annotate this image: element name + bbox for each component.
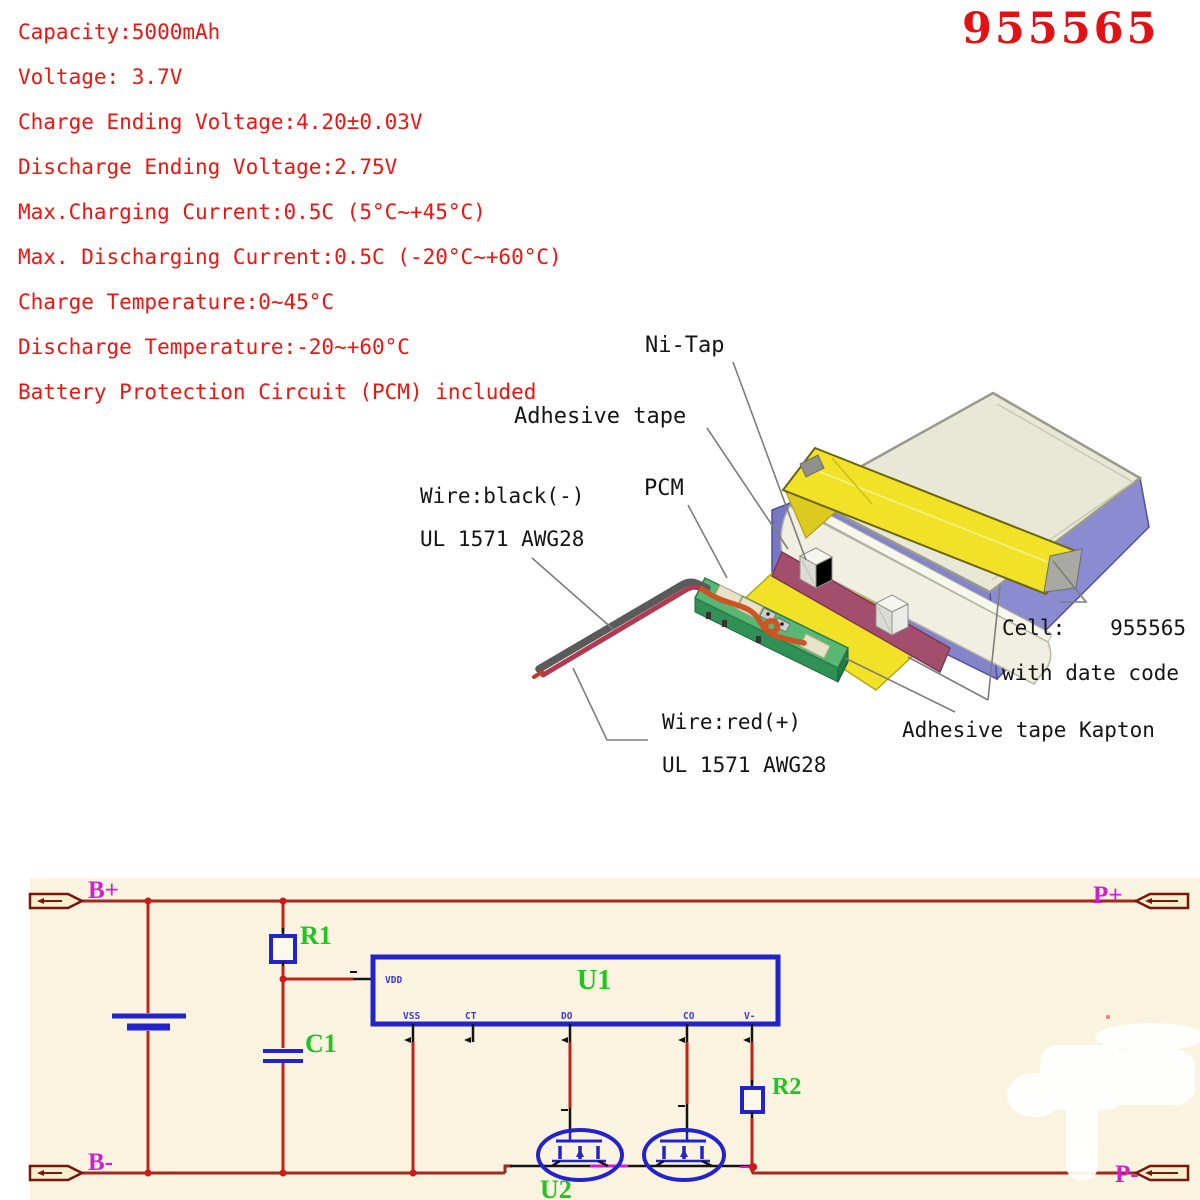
model-number: 955565	[962, 4, 1160, 54]
label-wire-red: Wire:red(+)	[662, 710, 802, 734]
label-p-plus: P+	[1093, 882, 1123, 909]
terminal-b-plus	[30, 894, 82, 908]
ic-u1	[373, 957, 778, 1024]
schematic-background	[30, 878, 1200, 1200]
terminal-p-plus	[1136, 894, 1188, 908]
label-u1: U1	[577, 965, 612, 996]
label-cell-key: Cell:	[1002, 616, 1066, 640]
spec-discharge-temp: Discharge Temperature:-20~+60°C	[18, 335, 410, 359]
label-r2: R2	[772, 1074, 802, 1100]
label-adhesive-tape: Adhesive tape	[514, 404, 687, 429]
label-kapton: Adhesive tape Kapton	[902, 718, 1155, 742]
pin-co: CO	[683, 1011, 695, 1022]
spec-max-charge-current: Max.Charging Current:0.5C (5°C~+45°C)	[18, 200, 486, 224]
wire-black-leader	[532, 558, 614, 630]
label-date-code: with date code	[1002, 661, 1180, 685]
adhesive-tape-leader	[707, 428, 788, 549]
pin-vdd: VDD	[385, 975, 403, 986]
label-wire-black-ul: UL 1571 AWG28	[420, 527, 585, 551]
spec-charge-end-voltage: Charge Ending Voltage:4.20±0.03V	[18, 110, 423, 134]
wire-red-leader	[573, 668, 648, 740]
protection-circuit-schematic	[0, 870, 1200, 1200]
label-pcm: PCM	[644, 476, 684, 501]
label-ni-tap: Ni-Tap	[645, 333, 725, 358]
ni-tab	[800, 548, 832, 588]
spec-max-discharge-current: Max. Discharging Current:0.5C (-20°C~+60°C)	[18, 245, 562, 269]
pin-vminus: V-	[744, 1011, 756, 1022]
spec-capacity: Capacity:5000mAh	[18, 20, 221, 44]
label-c1: C1	[305, 1029, 337, 1058]
spec-pcm-included: Battery Protection Circuit (PCM) included	[18, 380, 537, 404]
label-cell-row	[1002, 616, 1186, 640]
label-cell-value: 955565	[1110, 616, 1186, 640]
label-b-minus: B-	[88, 1149, 113, 1176]
label-wire-red-ul: UL 1571 AWG28	[662, 753, 827, 777]
ni-tap-leader	[733, 362, 806, 560]
label-u2: U2	[540, 1175, 572, 1200]
label-b-plus: B+	[88, 877, 119, 904]
ni-tab	[876, 595, 908, 635]
terminal-p-minus	[1136, 1166, 1188, 1180]
label-wire-black: Wire:black(-)	[420, 484, 585, 508]
terminal-b-minus	[30, 1166, 82, 1180]
pin-vss: VSS	[403, 1011, 421, 1022]
pin-do: DO	[561, 1011, 573, 1022]
spec-charge-temp: Charge Temperature:0~45°C	[18, 290, 335, 314]
spec-discharge-end-voltage: Discharge Ending Voltage:2.75V	[18, 155, 398, 179]
label-r1: R1	[300, 921, 332, 950]
spec-voltage: Voltage: 3.7V	[18, 65, 183, 89]
label-p-minus: P-	[1115, 1161, 1139, 1188]
pin-ct: CT	[465, 1011, 477, 1022]
red-wire	[543, 587, 702, 675]
pcm-leader	[688, 505, 727, 578]
